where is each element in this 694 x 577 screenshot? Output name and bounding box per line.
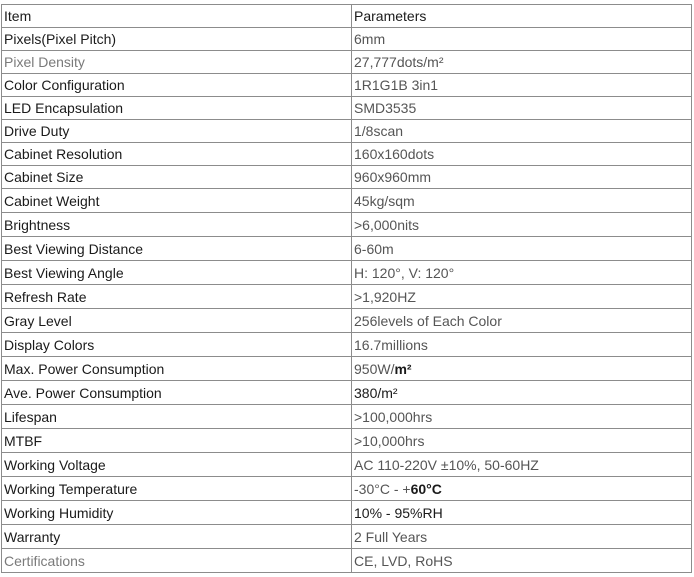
table-row	[2, 405, 692, 429]
row-label: LED Encapsulation	[2, 97, 352, 120]
spec-table	[1, 4, 692, 573]
header-item: Item	[2, 5, 352, 28]
row-value: 2 Full Years	[352, 525, 692, 549]
row-label: Color Configuration	[2, 74, 352, 97]
row-label: Working Voltage	[2, 453, 352, 477]
row-label: Ave. Power Consumption	[2, 381, 352, 405]
row-value: 6mm	[352, 28, 692, 51]
table-row	[2, 453, 692, 477]
row-value: 10% - 95%RH	[352, 501, 692, 525]
table-row	[2, 309, 692, 333]
row-label: Warranty	[2, 525, 352, 549]
row-label: Cabinet Size	[2, 166, 352, 189]
row-value: >1,920HZ	[352, 285, 692, 309]
row-label: Display Colors	[2, 333, 352, 357]
table-row	[2, 189, 692, 213]
table-row	[2, 28, 692, 51]
row-value: 160x160dots	[352, 143, 692, 166]
table-row	[2, 501, 692, 525]
row-value: >10,000hrs	[352, 429, 692, 453]
value-unit: 60°C	[410, 480, 442, 497]
row-value: 960x960mm	[352, 166, 692, 189]
table-row	[2, 213, 692, 237]
table-row	[2, 525, 692, 549]
value-unit: m²	[394, 360, 412, 377]
table-row	[2, 261, 692, 285]
row-label: Max. Power Consumption	[2, 357, 352, 381]
row-value: 1R1G1B 3in1	[352, 74, 692, 97]
row-label: Cabinet Resolution	[2, 143, 352, 166]
row-label: Best Viewing Angle	[2, 261, 352, 285]
row-label: Brightness	[2, 213, 352, 237]
row-label: Cabinet Weight	[2, 189, 352, 213]
value-prefix: -30°C - +	[354, 480, 411, 497]
table-row	[2, 429, 692, 453]
table-row	[2, 333, 692, 357]
row-value	[352, 477, 692, 501]
table-row	[2, 74, 692, 97]
table-header-row	[2, 5, 692, 28]
row-value: 6-60m	[352, 237, 692, 261]
table-row	[2, 143, 692, 166]
table-row	[2, 477, 692, 501]
row-label: Pixel Density	[2, 51, 352, 74]
row-value: SMD3535	[352, 97, 692, 120]
row-value: AC 110-220V ±10%, 50-60HZ	[352, 453, 692, 477]
header-parameters: Parameters	[352, 5, 692, 28]
table-row	[2, 285, 692, 309]
row-label: Working Humidity	[2, 501, 352, 525]
row-value: >100,000hrs	[352, 405, 692, 429]
row-value: 256levels of Each Color	[352, 309, 692, 333]
row-value: 45kg/sqm	[352, 189, 692, 213]
table-row	[2, 381, 692, 405]
row-value: H: 120°, V: 120°	[352, 261, 692, 285]
table-row	[2, 237, 692, 261]
table-row	[2, 549, 692, 573]
row-label: Pixels(Pixel Pitch)	[2, 28, 352, 51]
row-value: 380/m²	[352, 381, 692, 405]
row-value: >6,000nits	[352, 213, 692, 237]
row-label: Refresh Rate	[2, 285, 352, 309]
value-prefix: 950W/	[354, 360, 395, 377]
row-label: Drive Duty	[2, 120, 352, 143]
row-label: MTBF	[2, 429, 352, 453]
table-row	[2, 51, 692, 74]
row-value	[352, 357, 692, 381]
row-label: Working Temperature	[2, 477, 352, 501]
table-row	[2, 166, 692, 189]
table-row	[2, 120, 692, 143]
row-value: 16.7millions	[352, 333, 692, 357]
table-row	[2, 357, 692, 381]
table-row	[2, 97, 692, 120]
row-value: 27,777dots/m²	[352, 51, 692, 74]
row-label: Certifications	[2, 549, 352, 573]
row-label: Gray Level	[2, 309, 352, 333]
row-value: CE, LVD, RoHS	[352, 549, 692, 573]
row-label: Lifespan	[2, 405, 352, 429]
row-value: 1/8scan	[352, 120, 692, 143]
row-label: Best Viewing Distance	[2, 237, 352, 261]
